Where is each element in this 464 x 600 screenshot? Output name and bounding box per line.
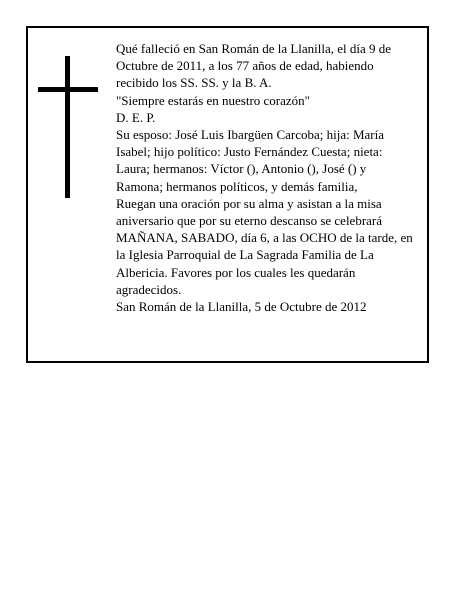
obituary-notice-frame — [26, 26, 429, 363]
memorial-quote: "Siempre estarás en nuestro corazón" — [116, 92, 310, 108]
obituary-text — [116, 40, 416, 315]
latin-cross-icon — [38, 56, 98, 198]
death-notice-paragraph: Qué falleció en San Román de la Llanilla, el día 9 de Octubre de 2011, a los 77 años de edad, habiendo recibido los SS. SS. y la B. A. — [116, 41, 392, 91]
place-and-date: San Román de la Llanilla, 5 de Octubre de 2012 — [116, 299, 367, 315]
cross-vertical-bar — [65, 56, 70, 198]
mass-announcement: Ruegan una oración por su alma y asistan a la misa aniversario que por su eterno descanso se celebrará MAÑANA, SABADO, día 6, a las OCHO de la tarde, en la Iglesia Parroquial de La Sagrada Familia de La Albericia. Favores por los cuales les quedarán agradecidos. — [116, 195, 413, 297]
family-list: Su esposo: José Luis Ibargüen Carcoba; hija: María Isabel; hijo político: Justo Fernández Cuesta; nieta: Laura; hermanos: Víctor (), Antonio (), José () y Ramona; hermanos políticos, y demás familia, — [116, 127, 385, 194]
cross-horizontal-bar — [38, 87, 98, 92]
rest-in-peace: D. E. P. — [116, 109, 156, 125]
